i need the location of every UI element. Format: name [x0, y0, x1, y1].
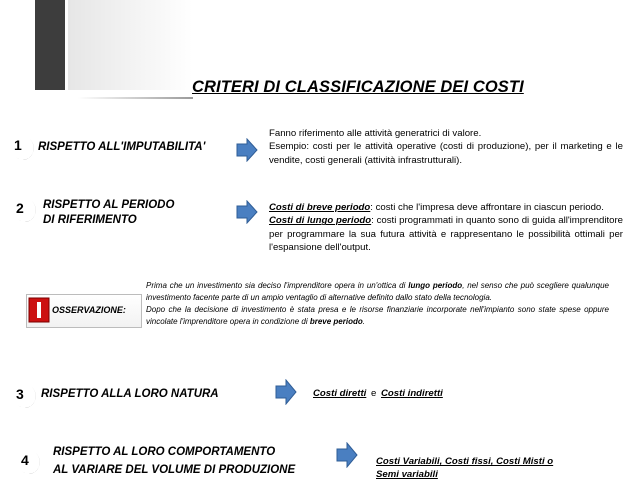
- top-light-bar: [68, 0, 193, 90]
- section-1-text: [269, 127, 623, 167]
- section-3-links: [313, 388, 443, 399]
- cost-types-line-2[interactable]: Semi variabili: [376, 469, 438, 480]
- section-number-4: 4: [21, 452, 29, 468]
- arrow-right-icon: [336, 442, 358, 468]
- observation-paragraph-2: Dopo che la decisione di investimento è stata presa e le risorse finanziarie incorporate nell'impianto sono state spese oppure vincolate l'imprenditore opera in condizione di breve periodo.: [146, 305, 609, 326]
- section-1-line-2: Esempio: costi per le attività operative (costi di produzione), per il marketing e le vendite, costi generali (attività infrastrutturali).: [269, 141, 623, 166]
- observation-text: [146, 280, 609, 328]
- short-term-costs-text: : costi che l'impresa deve affrontare in ciascun periodo.: [370, 202, 604, 213]
- section-heading-2-line-1: RISPETTO AL PERIODO: [43, 199, 175, 211]
- cost-types-line-1[interactable]: Costi Variabili, Costi fissi, Costi Misti o: [376, 456, 554, 467]
- top-dark-bar: [35, 0, 65, 90]
- section-heading-2: [43, 198, 174, 228]
- section-1-line-1: Fanno riferimento alle attività generatrici di valore.: [269, 128, 482, 139]
- observation-paragraph-1: Prima che un investimento sia deciso l'imprenditore opera in un'ottica di lungo periodo, nel senso che può scegliere qualunque investimento facente parte di un ampio ventaglio di alternative definito dallo stato della tecnologia.: [146, 281, 610, 302]
- arrow-right-icon: [236, 200, 258, 224]
- section-heading-4: [53, 443, 295, 479]
- section-heading-3: RISPETTO ALLA LORO NATURA: [41, 388, 219, 400]
- long-term-costs-text: : costi programmati in quanto sono di guida all'imprenditore per programmare la sua futura attività e rappresentano le possibilità ottimali per l'espansione dell'output.: [269, 215, 623, 254]
- title-rule: [78, 97, 193, 99]
- section-number-1: 1: [14, 137, 22, 153]
- page-title: CRITERI DI CLASSIFICAZIONE DEI COSTI: [192, 78, 524, 96]
- section-number-3: 3: [16, 386, 24, 402]
- arrow-right-icon: [275, 379, 297, 405]
- section-2-text: [269, 201, 623, 255]
- section-4-links: [376, 455, 553, 481]
- short-term-costs-label: Costi di breve periodo: [269, 202, 371, 213]
- section-number-2: 2: [16, 200, 24, 216]
- section-heading-4-line-1: RISPETTO AL LORO COMPORTAMENTO: [53, 446, 276, 458]
- section-heading-1: RISPETTO ALL'IMPUTABILITA': [38, 141, 206, 153]
- arrow-right-icon: [236, 138, 258, 162]
- observation-label: OSSERVAZIONE:: [52, 305, 126, 315]
- joiner-text: e: [370, 388, 377, 399]
- section-heading-4-line-2: AL VARIARE DEL VOLUME DI PRODUZIONE: [53, 464, 296, 476]
- indirect-costs-link[interactable]: Costi indiretti: [381, 388, 443, 399]
- section-heading-2-line-2: DI RIFERIMENTO: [43, 214, 137, 226]
- direct-costs-link[interactable]: Costi diretti: [313, 388, 367, 399]
- warning-icon: [28, 297, 50, 323]
- long-term-costs-label: Costi di lungo periodo: [269, 215, 372, 227]
